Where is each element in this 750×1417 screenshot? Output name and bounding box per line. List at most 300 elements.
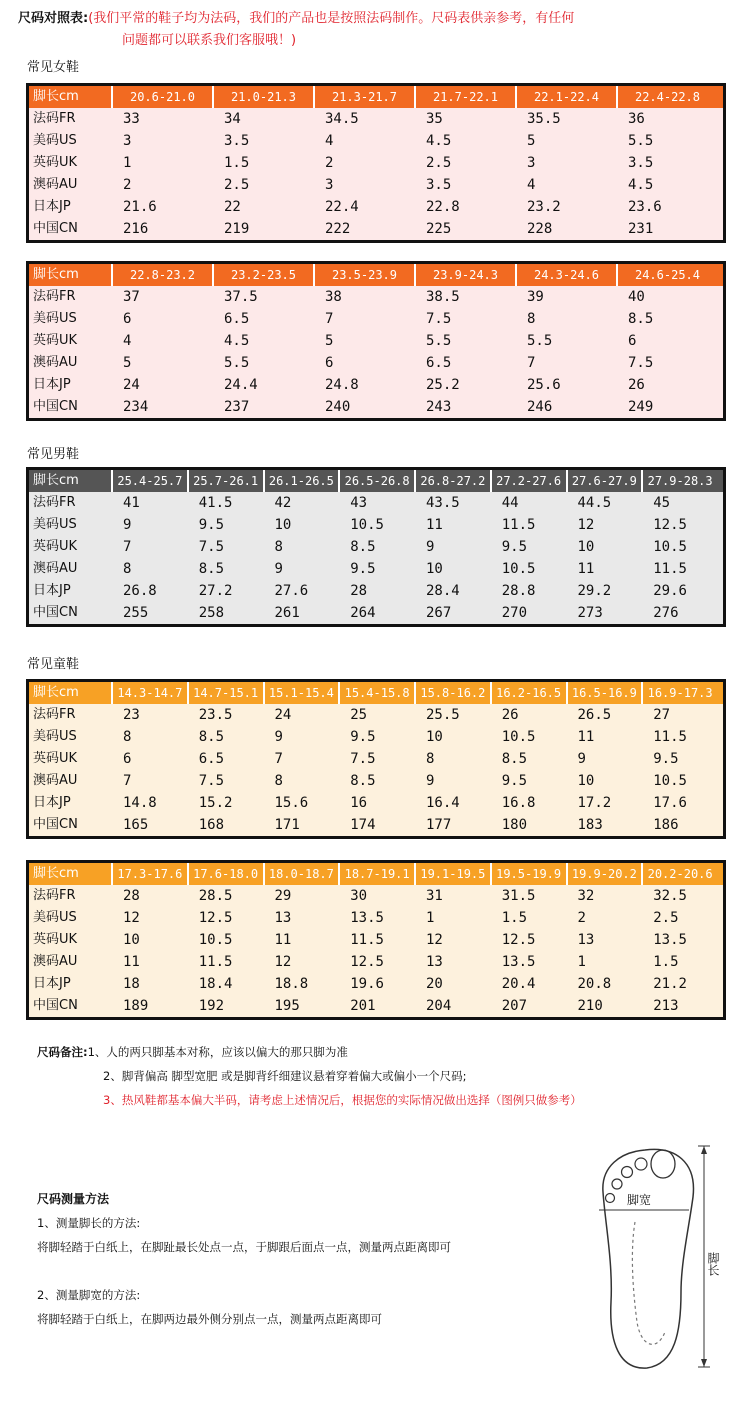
column-header: 21.3-21.7 (313, 86, 414, 108)
column-header: 27.2-27.6 (490, 470, 566, 492)
table-cell: 4.5 (628, 177, 654, 193)
table-cell: 3.5 (224, 133, 250, 149)
table-cell: 3 (527, 155, 536, 171)
toe-3 (622, 1167, 633, 1178)
measure-width-desc: 将脚轻踏于白纸上，在脚两边最外侧分别点一点，测量两点距离即可 (37, 1312, 382, 1326)
table-cell: 23.6 (628, 199, 662, 215)
table-cell: 258 (198, 605, 225, 621)
row-label: 英码UK (33, 932, 78, 947)
table-cell: 4 (527, 177, 536, 193)
table-row (29, 174, 723, 196)
table-cell: 25.5 (426, 707, 460, 723)
table-cell: 165 (123, 817, 149, 833)
table-row (29, 951, 723, 973)
column-header: 18.7-19.1 (338, 863, 414, 885)
row-label: 美码US (33, 729, 77, 744)
header-label: 脚长cm (33, 866, 79, 881)
table-header-row (29, 682, 723, 704)
table-cell: 12 (274, 954, 292, 970)
column-header: 22.8-23.2 (111, 264, 212, 286)
table-cell: 1.5 (501, 910, 528, 926)
foot-length-label: 脚长 (706, 1252, 720, 1276)
table-cell: 10.5 (198, 932, 233, 948)
row-label: 日本JP (33, 377, 71, 392)
table-cell: 44 (501, 495, 519, 511)
table-cell: 7 (123, 773, 132, 789)
table-cell: 9.5 (198, 517, 225, 533)
row-label: 英码UK (33, 333, 78, 348)
table-cell: 44.5 (577, 495, 612, 511)
column-header: 19.1-19.5 (414, 863, 490, 885)
table-row (29, 492, 723, 514)
note-1: 1、人的两只脚基本对称，应该以偏大的那只脚为准 (87, 1045, 348, 1059)
row-label: 法码FR (33, 495, 76, 510)
table-cell: 8.5 (350, 773, 376, 789)
column-header: 16.5-16.9 (566, 682, 642, 704)
intro-text (18, 8, 738, 52)
column-header: 15.1-15.4 (263, 682, 339, 704)
table-cell: 28.5 (198, 888, 233, 904)
table-cell: 2.5 (426, 155, 452, 171)
table-row (29, 108, 723, 130)
table-cell: 225 (426, 221, 452, 237)
table-cell: 10 (274, 517, 292, 533)
table-cell: 201 (350, 998, 376, 1014)
table-cell: 8 (426, 751, 435, 767)
table-cell: 12.5 (501, 932, 536, 948)
table-cell: 9.5 (350, 729, 376, 745)
table-cell: 7.5 (628, 355, 654, 371)
table-cell: 27.2 (198, 583, 233, 599)
table-row (29, 792, 723, 814)
table-cell: 270 (501, 605, 528, 621)
table-row (29, 885, 723, 907)
table-cell: 7 (123, 539, 132, 555)
table-cell: 11 (123, 954, 140, 970)
table-row (29, 286, 723, 308)
section-title-women: 常见女鞋 (27, 60, 80, 75)
table-cell: 29 (274, 888, 292, 904)
toe-4 (612, 1179, 622, 1189)
measure-length-heading: 1、测量脚长的方法: (37, 1216, 141, 1230)
table-cell: 15.6 (274, 795, 309, 811)
table-cell: 31 (426, 888, 443, 904)
table-cell: 10.5 (501, 561, 536, 577)
table-cell: 10.5 (653, 773, 687, 789)
row-label: 澳码AU (33, 561, 78, 576)
size-notes (37, 1040, 582, 1112)
table-cell: 6 (325, 355, 334, 371)
table-cell: 26 (628, 377, 645, 393)
header-label: 脚长cm (33, 267, 79, 282)
length-arrow-top (701, 1146, 707, 1154)
column-header: 22.4-22.8 (616, 86, 717, 108)
table-cell: 10 (426, 729, 443, 745)
table-cell: 240 (325, 399, 351, 415)
table-cell: 28 (350, 583, 368, 599)
table-cell: 237 (224, 399, 250, 415)
table-cell: 2 (577, 910, 586, 926)
column-header: 23.2-23.5 (212, 264, 313, 286)
table-cell: 174 (350, 817, 376, 833)
table-cell: 8 (274, 539, 283, 555)
column-header: 19.9-20.2 (566, 863, 642, 885)
row-label: 澳码AU (33, 355, 78, 370)
table-cell: 10 (123, 932, 140, 948)
table-row (29, 748, 723, 770)
column-header: 20.2-20.6 (641, 863, 717, 885)
table-cell: 41.5 (198, 495, 233, 511)
table-row (29, 374, 723, 396)
table-cell: 34.5 (325, 111, 359, 127)
table-row (29, 130, 723, 152)
table-cell: 5.5 (628, 133, 654, 149)
table-cell: 18.8 (274, 976, 309, 992)
table-cell: 22.8 (426, 199, 460, 215)
table-cell: 18 (123, 976, 140, 992)
column-header: 19.5-19.9 (490, 863, 566, 885)
table-cell: 42 (274, 495, 292, 511)
table-header-row (29, 470, 723, 492)
table-cell: 2.5 (224, 177, 250, 193)
table-cell: 23.2 (527, 199, 561, 215)
table-cell: 9.5 (501, 773, 528, 789)
row-label: 英码UK (33, 539, 78, 554)
table-cell: 1 (577, 954, 586, 970)
table-cell: 186 (653, 817, 679, 833)
table-cell: 210 (577, 998, 603, 1014)
foot-width-label: 脚宽 (627, 1193, 652, 1207)
table-cell: 45 (653, 495, 671, 511)
table-cell: 9.5 (653, 751, 679, 767)
table-cell: 222 (325, 221, 351, 237)
table-cell: 4 (325, 133, 334, 149)
measure-width-heading: 2、测量脚宽的方法: (37, 1288, 141, 1302)
table-cell: 11 (426, 517, 443, 533)
table-row (29, 907, 723, 929)
note-3: 3、热风鞋都基本偏大半码，请考虑上述情况后，根据您的实际情况做出选择（图例只做参考） (103, 1093, 582, 1107)
table-row (29, 995, 723, 1017)
column-header: 14.3-14.7 (111, 682, 187, 704)
row-label: 澳码AU (33, 954, 78, 969)
table-cell: 9 (274, 561, 283, 577)
header-label: 脚长cm (33, 89, 79, 104)
toe-2 (635, 1158, 647, 1170)
row-label: 美码US (33, 517, 77, 532)
table-cell: 8.5 (501, 751, 528, 767)
table-cell: 24.4 (224, 377, 258, 393)
table-cell: 10 (577, 539, 595, 555)
column-header: 17.3-17.6 (111, 863, 187, 885)
table-cell: 18.4 (198, 976, 233, 992)
table-cell: 171 (274, 817, 300, 833)
table-cell: 16 (350, 795, 368, 811)
table-cell: 192 (198, 998, 225, 1014)
column-header: 26.8-27.2 (414, 470, 490, 492)
table-row (29, 308, 723, 330)
table-cell: 246 (527, 399, 553, 415)
table-cell: 8 (123, 561, 132, 577)
table-cell: 40 (628, 289, 645, 305)
column-header: 25.7-26.1 (187, 470, 263, 492)
table-row (29, 514, 723, 536)
column-header: 26.1-26.5 (263, 470, 339, 492)
column-header: 27.9-28.3 (641, 470, 717, 492)
table-cell: 3.5 (426, 177, 452, 193)
table-cell: 28.4 (426, 583, 460, 599)
row-label: 中国CN (33, 399, 78, 414)
table-cell: 8 (527, 311, 536, 327)
column-header: 21.0-21.3 (212, 86, 313, 108)
row-label: 法码FR (33, 289, 76, 304)
row-label: 美码US (33, 311, 77, 326)
table-row (29, 536, 723, 558)
table-cell: 8 (274, 773, 283, 789)
table-row (29, 580, 723, 602)
row-label: 日本JP (33, 976, 71, 991)
intro-line-2: 问题都可以联系我们客服哦！) (122, 33, 297, 48)
table-cell: 2 (123, 177, 132, 193)
measure-method (37, 1187, 577, 1331)
table-cell: 180 (501, 817, 528, 833)
row-label: 澳码AU (33, 773, 78, 788)
table-cell: 219 (224, 221, 250, 237)
table-cell: 24 (274, 707, 292, 723)
table-cell: 26 (501, 707, 519, 723)
table-cell: 5.5 (224, 355, 250, 371)
table-cell: 12.5 (653, 517, 687, 533)
table-cell: 216 (123, 221, 149, 237)
table-cell: 11.5 (501, 517, 536, 533)
table-cell: 213 (653, 998, 679, 1014)
table-cell: 255 (123, 605, 149, 621)
table-cell: 7.5 (198, 539, 225, 555)
measure-length-desc: 将脚轻踏于白纸上，在脚趾最长处点一点，于脚跟后面点一点，测量两点距离即可 (37, 1240, 451, 1254)
table-cell: 35.5 (527, 111, 561, 127)
table-cell: 189 (123, 998, 149, 1014)
row-label: 中国CN (33, 998, 78, 1013)
table-cell: 26.5 (577, 707, 612, 723)
header-label: 脚长cm (33, 685, 79, 700)
table-cell: 25.2 (426, 377, 460, 393)
table-cell: 2.5 (653, 910, 679, 926)
column-header: 23.5-23.9 (313, 264, 414, 286)
table-cell: 5 (123, 355, 132, 371)
women-size-table-1 (26, 83, 726, 243)
column-header: 15.4-15.8 (338, 682, 414, 704)
column-header: 25.4-25.7 (111, 470, 187, 492)
row-label: 澳码AU (33, 177, 78, 192)
table-cell: 4.5 (426, 133, 452, 149)
table-cell: 6.5 (198, 751, 225, 767)
table-cell: 1 (123, 155, 132, 171)
table-cell: 24 (123, 377, 140, 393)
table-cell: 15.2 (198, 795, 233, 811)
table-cell: 12 (577, 517, 595, 533)
table-cell: 9 (123, 517, 132, 533)
table-cell: 9.5 (350, 561, 376, 577)
table-cell: 10.5 (350, 517, 384, 533)
table-cell: 26.8 (123, 583, 157, 599)
table-cell: 5 (325, 333, 334, 349)
table-cell: 261 (274, 605, 300, 621)
table-header-row (29, 863, 723, 885)
measure-title: 尺码测量方法 (37, 1192, 110, 1206)
table-cell: 27.6 (274, 583, 309, 599)
table-cell: 23.5 (198, 707, 233, 723)
table-cell: 23 (123, 707, 140, 723)
table-cell: 10.5 (501, 729, 536, 745)
table-cell: 25 (350, 707, 368, 723)
table-cell: 177 (426, 817, 452, 833)
column-header: 18.0-18.7 (263, 863, 339, 885)
column-header: 15.8-16.2 (414, 682, 490, 704)
table-row (29, 330, 723, 352)
table-cell: 12.5 (350, 954, 384, 970)
table-cell: 39 (527, 289, 544, 305)
table-row (29, 196, 723, 218)
table-cell: 11 (577, 729, 595, 745)
table-cell: 5.5 (426, 333, 452, 349)
table-cell: 7 (274, 751, 283, 767)
row-label: 法码FR (33, 111, 76, 126)
table-row (29, 558, 723, 580)
big-toe (651, 1150, 675, 1178)
table-cell: 7.5 (350, 751, 376, 767)
table-cell: 34 (224, 111, 241, 127)
table-cell: 37.5 (224, 289, 258, 305)
column-header: 22.1-22.4 (515, 86, 616, 108)
table-cell: 8.5 (350, 539, 376, 555)
row-label: 中国CN (33, 605, 78, 620)
intro-line-1: (我们平常的鞋子均为法码，我们的产品也是按照法码制作。尺码表供亲参考，有任何 (88, 11, 575, 26)
table-row (29, 602, 723, 624)
table-cell: 17.2 (577, 795, 612, 811)
row-label: 中国CN (33, 817, 78, 832)
table-cell: 6 (123, 751, 132, 767)
table-cell: 11 (577, 561, 595, 577)
table-cell: 7.5 (426, 311, 452, 327)
section-title-kids: 常见童鞋 (27, 657, 80, 672)
table-cell: 20.8 (577, 976, 612, 992)
table-cell: 276 (653, 605, 679, 621)
table-cell: 41 (123, 495, 140, 511)
table-cell: 204 (426, 998, 452, 1014)
table-cell: 21.2 (653, 976, 687, 992)
table-cell: 29.6 (653, 583, 687, 599)
column-header: 26.5-26.8 (338, 470, 414, 492)
toe-5 (606, 1194, 615, 1203)
column-header: 21.7-22.1 (414, 86, 515, 108)
table-cell: 11.5 (653, 729, 687, 745)
row-label: 日本JP (33, 795, 71, 810)
row-label: 美码US (33, 133, 77, 148)
row-label: 英码UK (33, 751, 78, 766)
men-size-table (26, 467, 726, 627)
table-cell: 3 (325, 177, 334, 193)
table-cell: 207 (501, 998, 528, 1014)
table-row (29, 929, 723, 951)
table-row (29, 726, 723, 748)
table-cell: 3 (123, 133, 132, 149)
column-header: 24.6-25.4 (616, 264, 717, 286)
kids-size-table-2 (26, 860, 726, 1020)
column-header: 27.6-27.9 (566, 470, 642, 492)
table-cell: 12 (123, 910, 140, 926)
table-row (29, 973, 723, 995)
column-header: 16.2-16.5 (490, 682, 566, 704)
table-cell: 28.8 (501, 583, 536, 599)
table-cell: 38 (325, 289, 342, 305)
table-cell: 12 (426, 932, 443, 948)
table-cell: 16.8 (501, 795, 536, 811)
row-label: 法码FR (33, 707, 76, 722)
column-header: 16.9-17.3 (641, 682, 717, 704)
table-cell: 17.6 (653, 795, 687, 811)
table-cell: 10 (426, 561, 443, 577)
table-cell: 1.5 (653, 954, 679, 970)
table-cell: 13 (577, 932, 595, 948)
table-cell: 7.5 (198, 773, 225, 789)
table-cell: 30 (350, 888, 368, 904)
table-cell: 43.5 (426, 495, 460, 511)
table-cell: 234 (123, 399, 149, 415)
table-cell: 8.5 (198, 729, 225, 745)
section-title-men: 常见男鞋 (27, 447, 80, 462)
table-cell: 11 (274, 932, 292, 948)
table-cell: 1.5 (224, 155, 250, 171)
table-header-row (29, 86, 723, 108)
table-cell: 11.5 (653, 561, 687, 577)
table-cell: 12.5 (198, 910, 233, 926)
table-cell: 228 (527, 221, 553, 237)
table-cell: 273 (577, 605, 603, 621)
table-cell: 19.6 (350, 976, 384, 992)
table-cell: 13.5 (350, 910, 384, 926)
column-header: 23.9-24.3 (414, 264, 515, 286)
table-cell: 21.6 (123, 199, 157, 215)
table-cell: 8.5 (198, 561, 225, 577)
table-cell: 10 (577, 773, 595, 789)
table-cell: 13 (426, 954, 443, 970)
row-label: 中国CN (33, 221, 78, 236)
table-cell: 33 (123, 111, 140, 127)
table-cell: 195 (274, 998, 300, 1014)
size-chart-label: 尺码对照表: (18, 11, 89, 26)
table-cell: 32 (577, 888, 595, 904)
foot-arch-line (632, 1222, 665, 1344)
table-cell: 4.5 (224, 333, 250, 349)
table-cell: 9 (577, 751, 586, 767)
table-cell: 36 (628, 111, 645, 127)
table-row (29, 218, 723, 240)
table-row (29, 396, 723, 418)
notes-label: 尺码备注: (37, 1045, 88, 1059)
row-label: 法码FR (33, 888, 76, 903)
table-cell: 27 (653, 707, 671, 723)
row-label: 日本JP (33, 583, 71, 598)
table-cell: 6.5 (224, 311, 250, 327)
table-cell: 9 (426, 773, 435, 789)
table-cell: 6 (628, 333, 637, 349)
header-label: 脚长cm (33, 473, 79, 488)
kids-size-table-1 (26, 679, 726, 839)
table-row (29, 770, 723, 792)
table-cell: 20 (426, 976, 443, 992)
table-cell: 249 (628, 399, 654, 415)
table-cell: 14.8 (123, 795, 157, 811)
table-cell: 35 (426, 111, 443, 127)
